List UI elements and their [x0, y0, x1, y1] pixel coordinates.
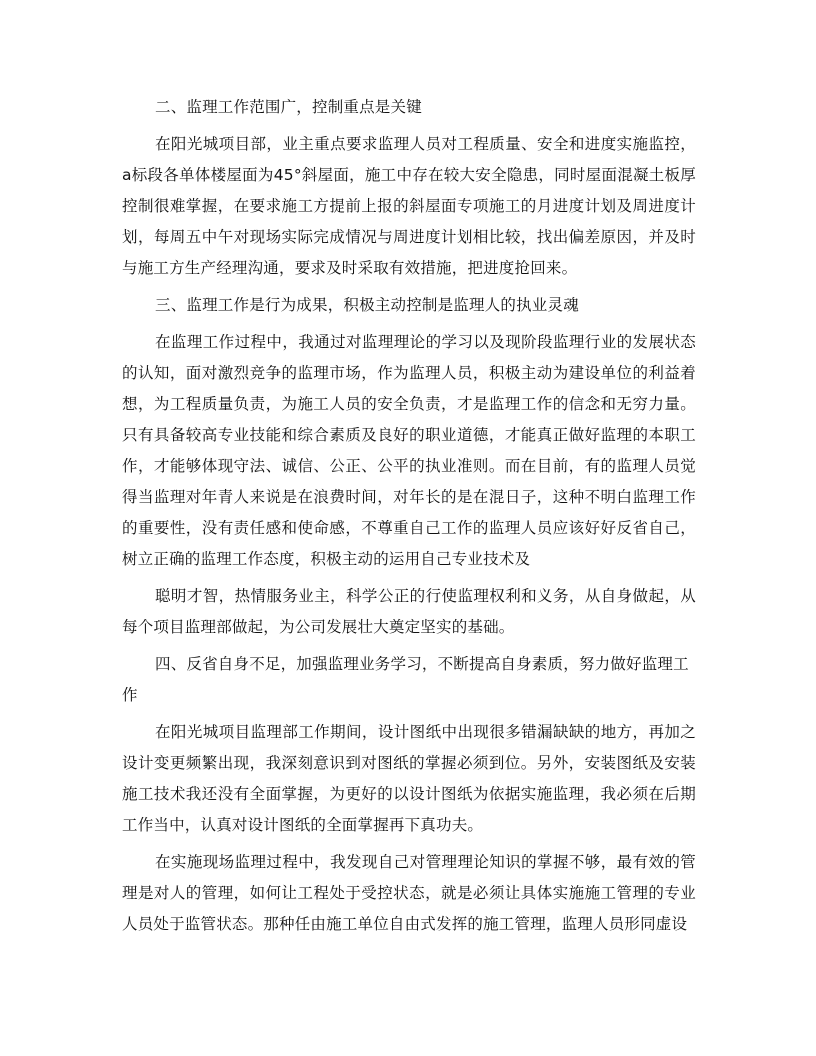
paragraph-4: 在阳光城项目监理部工作期间，设计图纸中出现很多错漏缺缺的地方，再加之设计变更频繁出现，我深刻意识到对图纸的掌握必须到位。另外，安装图纸及安装施工技术我还没有全面掌握，为更好的以设计图纸为依据实施监理，我必须在后期工作当中，认真对设计图纸的全面掌握再下真功夫。	[122, 723, 696, 834]
section-heading-3: 三、监理工作是行为成果，积极主动控制是监理人的执业灵魂	[155, 296, 579, 314]
section-heading-2: 二、监理工作范围广，控制重点是关键	[155, 98, 422, 116]
paragraph-3: 聪明才智，热情服务业主，科学公正的行使监理权利和义务，从自身做起，从每个项目监理部做起，为公司发展壮大奠定坚实的基础。	[122, 587, 696, 636]
paragraph-1: 在阳光城项目部，业主重点要求监理人员对工程质量、安全和进度实施监控，a标段各单体楼屋面为45°斜屋面，施工中存在较大安全隐患，同时屋面混凝土板厚控制很难掌握，在要求施工方提前上报的斜屋面专项施工的月进度计划及周进度计划，每周五中午对现场实际完成情况与周进度计划相比较，找出偏差原因，并及时与施工方生产经理沟通，要求及时采取有效措施，把进度抢回来。	[122, 135, 696, 277]
paragraph-2: 在监理工作过程中，我通过对监理理论的学习以及现阶段监理行业的发展状态的认知，面对激烈竞争的监理市场，作为监理人员，积极主动为建设单位的利益着想，为工程质量负责，为施工人员的安全负责，才是监理工作的信念和无穷力量。只有具备较高专业技能和综合素质及良好的职业道德，才能真正做好监理的本职工作，才能够体现守法、诚信、公正、公平的执业准则。而在目前，有的监理人员觉得当监理对年青人来说是在浪费时间，对年长的是在混日子，这种不明白监理工作的重要性，没有责任感和使命感，不尊重自己工作的监理人员应该好好反省自己，树立正确的监理工作态度，积极主动的运用自己专业技术及	[122, 333, 696, 568]
paragraph-5: 在实施现场监理过程中，我发现自己对管理理论知识的掌握不够，最有效的管理是对人的管理，如何让工程处于受控状态，就是必须让具体实施施工管理的专业人员处于监管状态。那种任由施工单位自由式发挥的施工管理，监理人员形同虚设	[122, 853, 696, 933]
document-body	[122, 92, 696, 946]
section-heading-4: 四、反省自身不足，加强监理业务学习，不断提高自身素质，努力做好监理工作	[122, 655, 689, 704]
